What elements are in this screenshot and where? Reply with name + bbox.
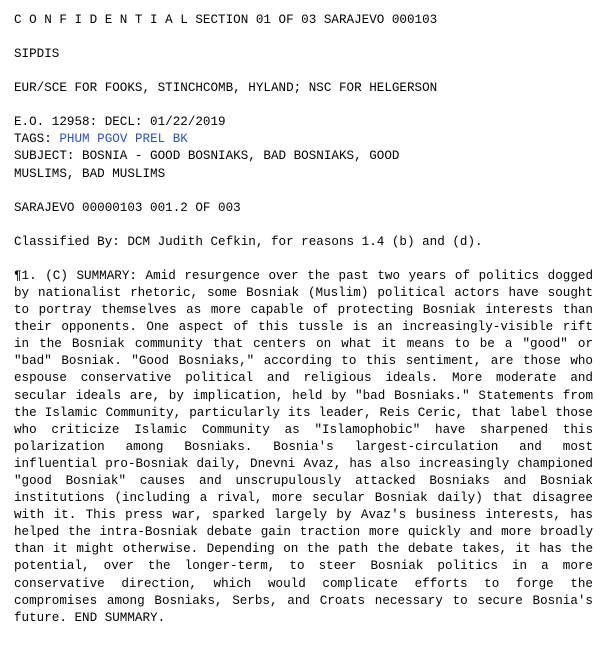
- sipdis-label: SIPDIS: [14, 47, 60, 62]
- tags-label: TAGS:: [14, 132, 60, 147]
- tag-pgov[interactable]: PGOV: [97, 132, 128, 147]
- tags-separator-3: [165, 132, 173, 146]
- classification-header-block: [14, 12, 593, 29]
- summary-paragraph: ¶1. (C) SUMMARY: Amid resurgence over the past two years of politics dogged by nationalist rhetoric, some Bosniak (Muslim) political actors have sought to portray themselves as more capable of protecting Bosniak interests than their opponents. One aspect of this tussle is an increasingly-visible rift in the Bosniak community that centers on what it means to be a "good" or "bad" Bosniak. "Good Bosniaks," according to this sentiment, are those who espouse conservative political and religious ideals. More moderate and secular ideals are, by implication, held by "bad Bosniaks." Statements from the Islamic Community, particularly its leader, Reis Ceric, that label those who criticize Islamic Community as "Islamophobic" have sharpened this polarization among Bosniaks. Bosnia's largest-circulation and most influential pro-Bosniak daily, Dnevni Avaz, has also increasingly championed "good Bosniak" causes and unscrupulously attacked Bosniaks and Bosniak institutions (including a rival, more secular Bosniak daily) that disagree with it. This press war, sparked largely by Avaz's business interests, has helped the intra-Bosniak debate gain traction more quickly and more broadly than it might otherwise. Depending on the path the debate takes, it has the potential, over the longer-term, to steer Bosniak politics in a more conservative direction, which would complicate efforts to forge the compromises among Bosniaks, Serbs, and Croats necessary to secure Bosnia's future. END SUMMARY.: [14, 268, 601, 625]
- distribution-line: EUR/SCE FOR FOOKS, STINCHCOMB, HYLAND; NSC FOR HELGERSON: [14, 81, 438, 96]
- classification-header: C O N F I D E N T I A L SECTION 01 OF 03 SARAJEVO 000103: [14, 13, 438, 27]
- tag-prel[interactable]: PREL: [134, 132, 166, 147]
- tag-phum[interactable]: PHUM: [59, 132, 90, 147]
- tag-bk[interactable]: BK: [172, 132, 188, 147]
- tags-line: [14, 131, 593, 148]
- classified-by-line: Classified By: DCM Judith Cefkin, for reasons 1.4 (b) and (d).: [14, 234, 483, 249]
- classified-by-block: [14, 234, 593, 251]
- header-fields-block: [14, 114, 593, 182]
- summary-block: [14, 268, 601, 627]
- subject-line-2: MUSLIMS, BAD MUSLIMS: [14, 166, 166, 181]
- reference-block: [14, 200, 593, 217]
- eo-line: E.O. 12958: DECL: 01/22/2019: [14, 115, 226, 130]
- subject-line-1: SUBJECT: BOSNIA - GOOD BOSNIAKS, BAD BOSNIAKS, GOOD: [14, 149, 400, 164]
- tags-separator-2: [127, 132, 135, 146]
- sipdis-block: [14, 46, 593, 63]
- reference-line: SARAJEVO 00000103 001.2 OF 003: [14, 200, 241, 215]
- distribution-block: [14, 80, 593, 97]
